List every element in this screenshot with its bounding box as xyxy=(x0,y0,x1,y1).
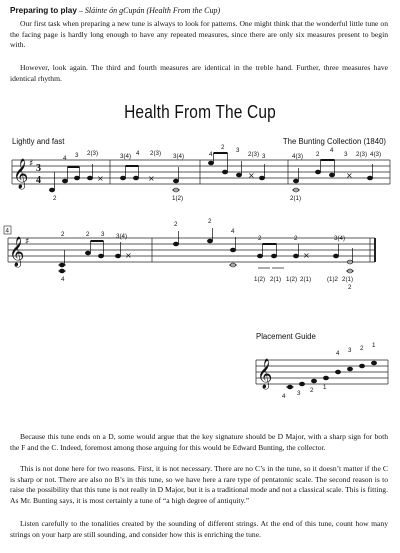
note xyxy=(329,173,334,177)
svg-text:4(3): 4(3) xyxy=(370,151,382,158)
svg-text:3(4): 3(4) xyxy=(334,235,346,242)
intro-paragraph-2: However, look again. The third and fourth measures are identical in the treble hand. Further, three measures have identical rhythm. xyxy=(10,63,388,83)
svg-text:(1)2: (1)2 xyxy=(327,276,339,283)
svg-text:4(3): 4(3) xyxy=(292,153,304,160)
svg-text:×: × xyxy=(125,251,132,260)
svg-text:1(2): 1(2) xyxy=(172,195,184,202)
svg-text:1: 1 xyxy=(372,342,376,349)
svg-text:1: 1 xyxy=(323,384,327,391)
svg-text:2: 2 xyxy=(258,235,262,242)
note xyxy=(257,254,262,258)
note xyxy=(120,176,125,180)
svg-text:3: 3 xyxy=(262,153,266,160)
svg-text:3(4): 3(4) xyxy=(116,233,128,240)
note xyxy=(371,361,376,365)
svg-text:2(3): 2(3) xyxy=(248,151,260,158)
note xyxy=(173,242,178,246)
svg-text:2: 2 xyxy=(360,345,364,352)
svg-text:4: 4 xyxy=(36,175,41,186)
placement-guide-label: Placement Guide xyxy=(256,332,316,341)
note xyxy=(333,254,338,258)
note xyxy=(87,176,92,180)
note xyxy=(311,379,316,383)
svg-text:2(3): 2(3) xyxy=(87,150,99,157)
svg-text:×: × xyxy=(97,174,104,183)
svg-text:1(2): 1(2) xyxy=(286,276,298,283)
svg-text:4: 4 xyxy=(282,393,286,400)
svg-text:2(1): 2(1) xyxy=(270,276,282,283)
svg-text:3: 3 xyxy=(101,231,105,238)
svg-text:3: 3 xyxy=(36,163,41,174)
note xyxy=(230,248,235,252)
note xyxy=(207,239,212,243)
note xyxy=(236,173,241,177)
body-paragraph-3: Listen carefully to the tonalities created by the sounding of different strings. At the end of this tune, count how many strings on your harp are still sounding, and consider how this is enriching the tune. xyxy=(10,519,388,539)
tempo-marking: Lightly and fast xyxy=(12,137,65,146)
note xyxy=(347,367,352,371)
note xyxy=(98,254,103,258)
treble-clef-icon: 𝄞 xyxy=(257,359,273,389)
svg-text:3(4): 3(4) xyxy=(120,153,132,160)
note xyxy=(359,364,364,368)
svg-text:4: 4 xyxy=(136,150,140,157)
note xyxy=(222,170,227,174)
intro-paragraph-1: Our first task when preparing a new tune is always to look for patterns. One might think that the wonderful little tune on the facing page is hardly long enough to have any repeated measures, since there are only six measures present to begin with. xyxy=(10,19,388,50)
placement-guide-staff xyxy=(256,360,388,384)
svg-text:2: 2 xyxy=(310,387,314,394)
svg-text:×: × xyxy=(148,174,155,183)
section-heading-dash: – xyxy=(76,6,85,15)
svg-text:2: 2 xyxy=(221,144,225,151)
svg-text:2: 2 xyxy=(86,231,90,238)
svg-text:2: 2 xyxy=(348,284,352,291)
svg-text:4: 4 xyxy=(63,155,67,162)
note xyxy=(62,179,67,183)
svg-text:2(1): 2(1) xyxy=(300,276,312,283)
svg-text:2(1): 2(1) xyxy=(290,195,302,202)
svg-text:×: × xyxy=(346,171,353,180)
body-paragraph-2: This is not done here for two reasons. First, it is not necessary. There are no C’s in the tune, so it doesn’t matter if the C is sharp or not. There are also no B’s in this tune, so we have here a rare type of pentatonic scale. The second reason is to raise the possibility that this tune is not really in D Major, but it is a traditional mode and not a classical scale. This is fitting. As Mr. Bunting says, it is most certainly a tune of “a high degree of antiquity.” xyxy=(10,464,388,505)
svg-text:4: 4 xyxy=(336,350,340,357)
svg-text:3: 3 xyxy=(75,152,79,159)
note xyxy=(367,176,372,180)
staff-1 xyxy=(12,160,390,184)
staff-1-notes xyxy=(49,153,372,192)
note xyxy=(85,251,90,255)
note xyxy=(115,254,120,258)
note xyxy=(293,254,298,258)
svg-text:×: × xyxy=(303,251,310,260)
treble-clef-icon: 𝄞 xyxy=(9,237,25,267)
tune-title: Health From The Cup xyxy=(124,102,276,122)
svg-text:2: 2 xyxy=(208,218,212,225)
treble-clef-icon: 𝄞 xyxy=(13,159,29,189)
section-heading-title: Preparing to play xyxy=(10,6,77,15)
svg-text:2(3): 2(3) xyxy=(356,151,368,158)
staff-2 xyxy=(8,238,375,262)
note xyxy=(271,254,276,258)
note xyxy=(335,370,340,374)
sharp-icon: ♯ xyxy=(25,237,30,247)
svg-text:4: 4 xyxy=(209,151,213,158)
svg-text:3: 3 xyxy=(344,151,348,158)
guide-notes xyxy=(286,361,377,389)
svg-text:4: 4 xyxy=(330,147,334,154)
svg-text:4: 4 xyxy=(61,276,65,283)
note xyxy=(293,179,298,183)
svg-text:2(3): 2(3) xyxy=(150,150,162,157)
sharp-icon: ♯ xyxy=(29,159,34,169)
note xyxy=(208,161,213,165)
body-paragraph-1: Because this tune ends on a D, some would argue that the key signature should be D Major, with a sharp sign for both the F and the C. Indeed, foremost among those arguing for this would be Edward Bunting, the collector. xyxy=(10,432,388,452)
note xyxy=(299,382,304,386)
section-heading-subtitle: Sláinte ón gCupán (Health From the Cup) xyxy=(84,6,221,15)
note xyxy=(133,176,138,180)
note xyxy=(323,376,328,380)
svg-text:2: 2 xyxy=(61,231,65,238)
svg-text:3: 3 xyxy=(348,347,352,354)
tune-source: The Bunting Collection (1840) xyxy=(282,137,386,146)
note xyxy=(49,188,54,192)
note xyxy=(315,170,320,174)
svg-text:2(1): 2(1) xyxy=(342,276,354,283)
svg-text:1(2): 1(2) xyxy=(254,276,266,283)
note xyxy=(173,179,178,183)
svg-text:4: 4 xyxy=(231,228,235,235)
svg-text:3: 3 xyxy=(297,390,301,397)
svg-text:2: 2 xyxy=(53,195,57,202)
time-signature xyxy=(36,163,41,186)
note xyxy=(259,176,264,180)
svg-text:2: 2 xyxy=(294,235,298,242)
svg-text:3: 3 xyxy=(236,147,240,154)
svg-text:3(4): 3(4) xyxy=(173,153,185,160)
svg-text:×: × xyxy=(248,171,255,180)
svg-text:2: 2 xyxy=(316,151,320,158)
measure-number: 4 xyxy=(5,227,9,235)
svg-text:2: 2 xyxy=(174,221,178,228)
fingering-guide xyxy=(282,342,376,400)
note xyxy=(74,176,79,180)
